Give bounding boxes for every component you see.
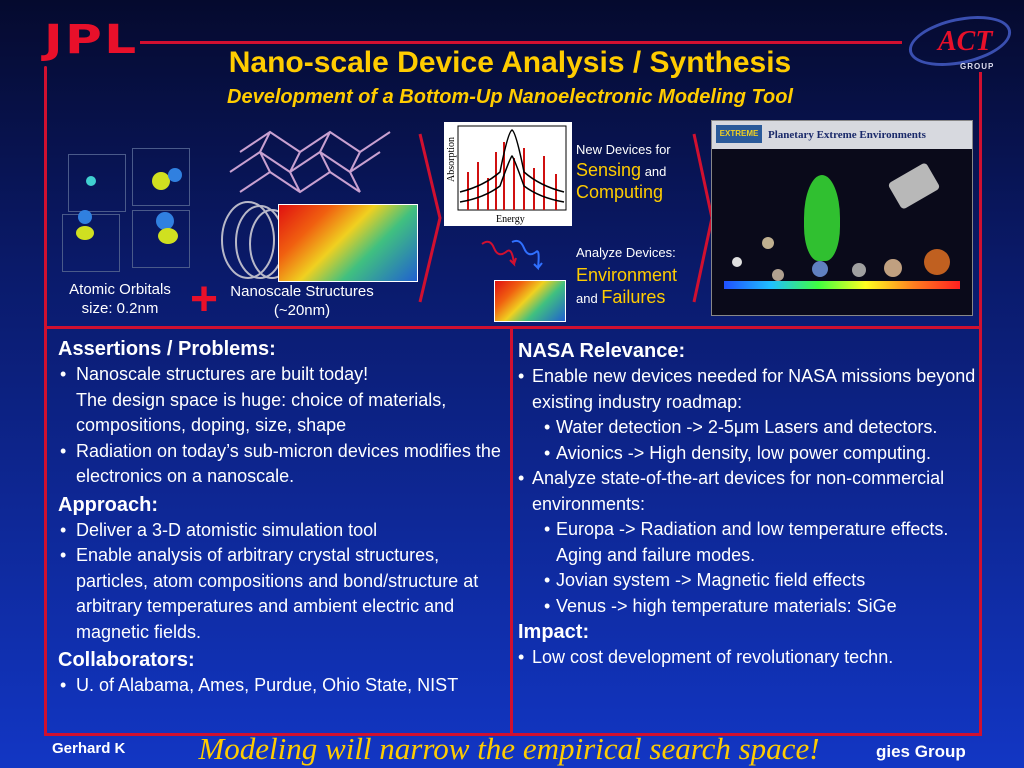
relevance-sub-item: • Europa -> Radiation and low temperature effects. Aging and failure modes.	[518, 517, 976, 568]
frame-right	[979, 72, 982, 736]
tagline: Modeling will narrow the empirical search space!	[198, 731, 820, 766]
approach-item: • Deliver a 3-D atomistic simulation tool	[58, 518, 508, 544]
environment-failures-text	[576, 242, 711, 310]
planetary-title: Planetary Extreme Environments	[768, 129, 926, 141]
assertion-continuation: The design space is huge: choice of materials, compositions, doping, size, shape	[76, 389, 447, 435]
act-logo	[904, 12, 1018, 72]
planetary-extreme-environments-image	[711, 120, 973, 316]
footer-group: gies Group	[876, 742, 966, 761]
planet-icon	[772, 269, 784, 281]
planet-icon	[852, 263, 866, 277]
section-divider	[44, 326, 982, 329]
computing-word: Computing	[576, 182, 664, 202]
environment-prefix: Analyze Devices:	[576, 245, 676, 260]
absorption-spectrum	[444, 122, 572, 226]
collaborators-heading: Collaborators:	[58, 649, 195, 671]
column-divider	[510, 328, 513, 733]
failures-word: Failures	[601, 287, 666, 307]
assertion-item: • Radiation on today’s sub-micron devices modifies the electronics on a nanoscale.	[58, 439, 508, 490]
planetary-header	[712, 121, 972, 149]
orbital-icon	[86, 176, 96, 186]
relevance-item: • Enable new devices needed for NASA missions beyond existing industry roadmap:	[518, 364, 976, 415]
relevance-sub-item: • Avionics -> High density, low power computing.	[518, 441, 976, 467]
spectrum-xlabel: Energy	[496, 214, 525, 225]
act-group-text: GROUP	[960, 62, 995, 71]
planet-icon	[762, 237, 774, 249]
lattice-cube	[62, 214, 120, 272]
footer-author: Gerhard K	[52, 740, 126, 757]
left-text-column	[58, 336, 508, 699]
temperature-scale	[724, 281, 960, 289]
sensing-prefix: New Devices for	[576, 142, 671, 157]
planet-icon	[924, 249, 950, 275]
small-heatmap	[494, 280, 566, 322]
nanoscale-heatmap	[278, 204, 418, 282]
act-logo-text: ACT	[938, 26, 993, 57]
arrow-icon	[418, 130, 444, 306]
lattice-cube	[68, 154, 126, 212]
orbital-icon	[76, 226, 94, 240]
orbital-icon	[168, 168, 182, 182]
nanoscale-label: Nanoscale Structures (~20nm)	[230, 283, 374, 319]
orbitals-label: Atomic Orbitals size: 0.2nm	[69, 281, 171, 317]
extreme-logo: EXTREME	[716, 125, 762, 143]
jpl-logo: JPL	[44, 17, 139, 63]
top-rule	[140, 41, 902, 44]
orbital-icon	[158, 228, 178, 244]
orbital-icon	[78, 210, 92, 224]
slide-title: Nano-scale Device Analysis / Synthesis	[228, 46, 792, 79]
sensing-and: and	[644, 164, 667, 179]
relevance-sub-item: • Jovian system -> Magnetic field effects	[518, 568, 976, 594]
crystal-lattice-icon	[230, 132, 390, 192]
radiation-squiggle-icon	[478, 238, 548, 282]
environment-and: and	[576, 291, 598, 306]
relevance-heading: NASA Relevance:	[518, 340, 686, 362]
satellite-icon	[887, 162, 940, 210]
assertions-heading: Assertions / Problems:	[58, 338, 276, 360]
sensing-computing-text	[576, 140, 711, 202]
right-text-column	[518, 338, 976, 671]
relevance-item: • Analyze state-of-the-art devices for non-commercial environments:	[518, 466, 976, 517]
spectrum-ylabel: Absorption	[446, 137, 457, 182]
relevance-sub-item: • Venus -> high temperature materials: SiGe	[518, 594, 976, 620]
radiation-plume-icon	[804, 175, 840, 261]
planet-icon	[812, 261, 828, 277]
planet-icon	[732, 257, 742, 267]
relevance-sub-item: • Water detection -> 2-5μm Lasers and detectors.	[518, 415, 976, 441]
impact-heading: Impact:	[518, 621, 590, 643]
slide-subtitle: Development of a Bottom-Up Nanoelectronic Modeling Tool	[227, 86, 793, 108]
atomic-orbitals-figure	[48, 138, 198, 274]
impact-item: • Low cost development of revolutionary techn.	[518, 645, 976, 671]
collaborators-item: • U. of Alabama, Ames, Purdue, Ohio State, NIST	[58, 673, 508, 699]
sensing-word: Sensing	[576, 160, 642, 180]
environment-word: Environment	[576, 265, 678, 285]
frame-left	[44, 66, 47, 734]
approach-heading: Approach:	[58, 493, 158, 516]
approach-item: • Enable analysis of arbitrary crystal structures, particles, atom compositions and bond/structure at arbitrary temperatures and ambient electric and magnetic fields.	[58, 543, 508, 645]
planet-icon	[884, 259, 902, 277]
plus-icon: +	[190, 273, 219, 326]
assertion-item: • Nanoscale structures are built today!	[58, 362, 508, 388]
